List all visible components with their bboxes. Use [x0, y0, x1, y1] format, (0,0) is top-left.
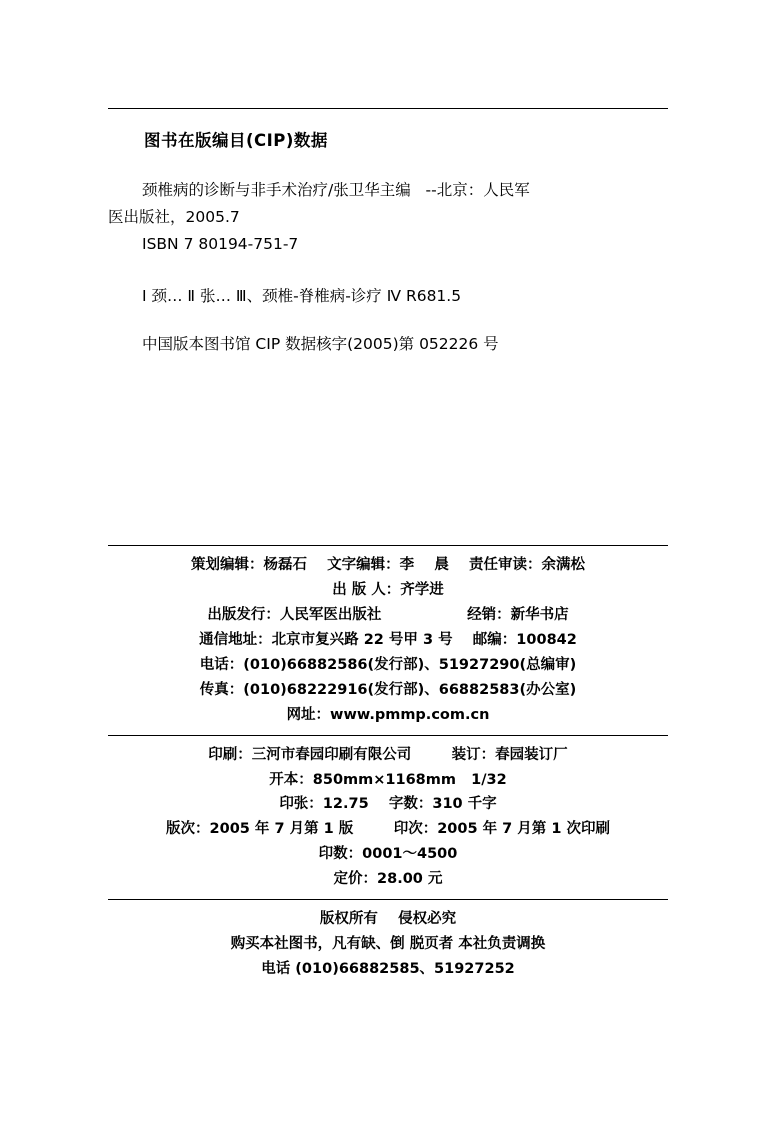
exchange-line: 购买本社图书，凡有缺、倒 脱页者 本社负责调换	[230, 936, 546, 953]
cip-isbn-line: ISBN 7 80194-751-7	[142, 235, 299, 254]
publisher-line: 出 版 人：齐学进	[332, 581, 444, 598]
copyright-line: 版权所有 侵权必究	[319, 911, 457, 928]
service-phone-line: 电话 (010)66882585、51927252	[261, 961, 515, 978]
cip-heading: 图书在版编目(CIP)数据	[144, 131, 328, 150]
staff-line: 策划编辑：杨磊石 文字编辑：李 晨 责任审读：余满松	[190, 557, 586, 573]
printing-line: 印刷：三河市春园印刷有限公司 装订：春园装订厂	[208, 746, 568, 763]
cip-classification-line: Ⅰ 颈… Ⅱ 张… Ⅲ、颈椎-脊椎病-诊疗 Ⅳ R681.5	[142, 287, 462, 306]
cip-entry	[108, 177, 668, 258]
colophon-production-section	[108, 736, 668, 900]
fax-line: 传真：(010)68222916(发行部)、66882583(办公室)	[199, 681, 577, 698]
cip-title-line: 颈椎病的诊断与非手术治疗/张卫华主编 --北京：人民军	[142, 181, 530, 199]
website-line: 网址：www.pmmp.com.cn	[286, 706, 490, 723]
print-run-line: 印数：0001～4500	[318, 846, 458, 863]
cip-top-rule	[108, 108, 668, 109]
price-line: 定价：28.00 元	[333, 871, 443, 888]
cip-block	[108, 108, 668, 354]
phone-line: 电话：(010)66882586(发行部)、51927290(总编审)	[199, 656, 577, 673]
format-line: 开本：850mm×1168mm 1/32	[269, 771, 507, 788]
cip-verification-line: 中国版本图书馆 CIP 数据核字(2005)第 052226 号	[142, 335, 499, 354]
address-line: 通信地址：北京市复兴路 22 号甲 3 号 邮编：100842	[199, 631, 577, 648]
sheets-line: 印张：12.75 字数：310 千字	[279, 796, 497, 813]
colophon-copyright-section	[108, 900, 668, 986]
cip-publisher-line: 医出版社，2005.7	[108, 208, 240, 227]
colophon-block	[108, 545, 668, 986]
edition-line: 版次：2005 年 7 月第 1 版 印次：2005 年 7 月第 1 次印刷	[166, 821, 610, 838]
distribution-line: 出版发行：人民军医出版社 经销：新华书店	[207, 606, 569, 623]
colophon-publishing-section	[108, 546, 668, 735]
